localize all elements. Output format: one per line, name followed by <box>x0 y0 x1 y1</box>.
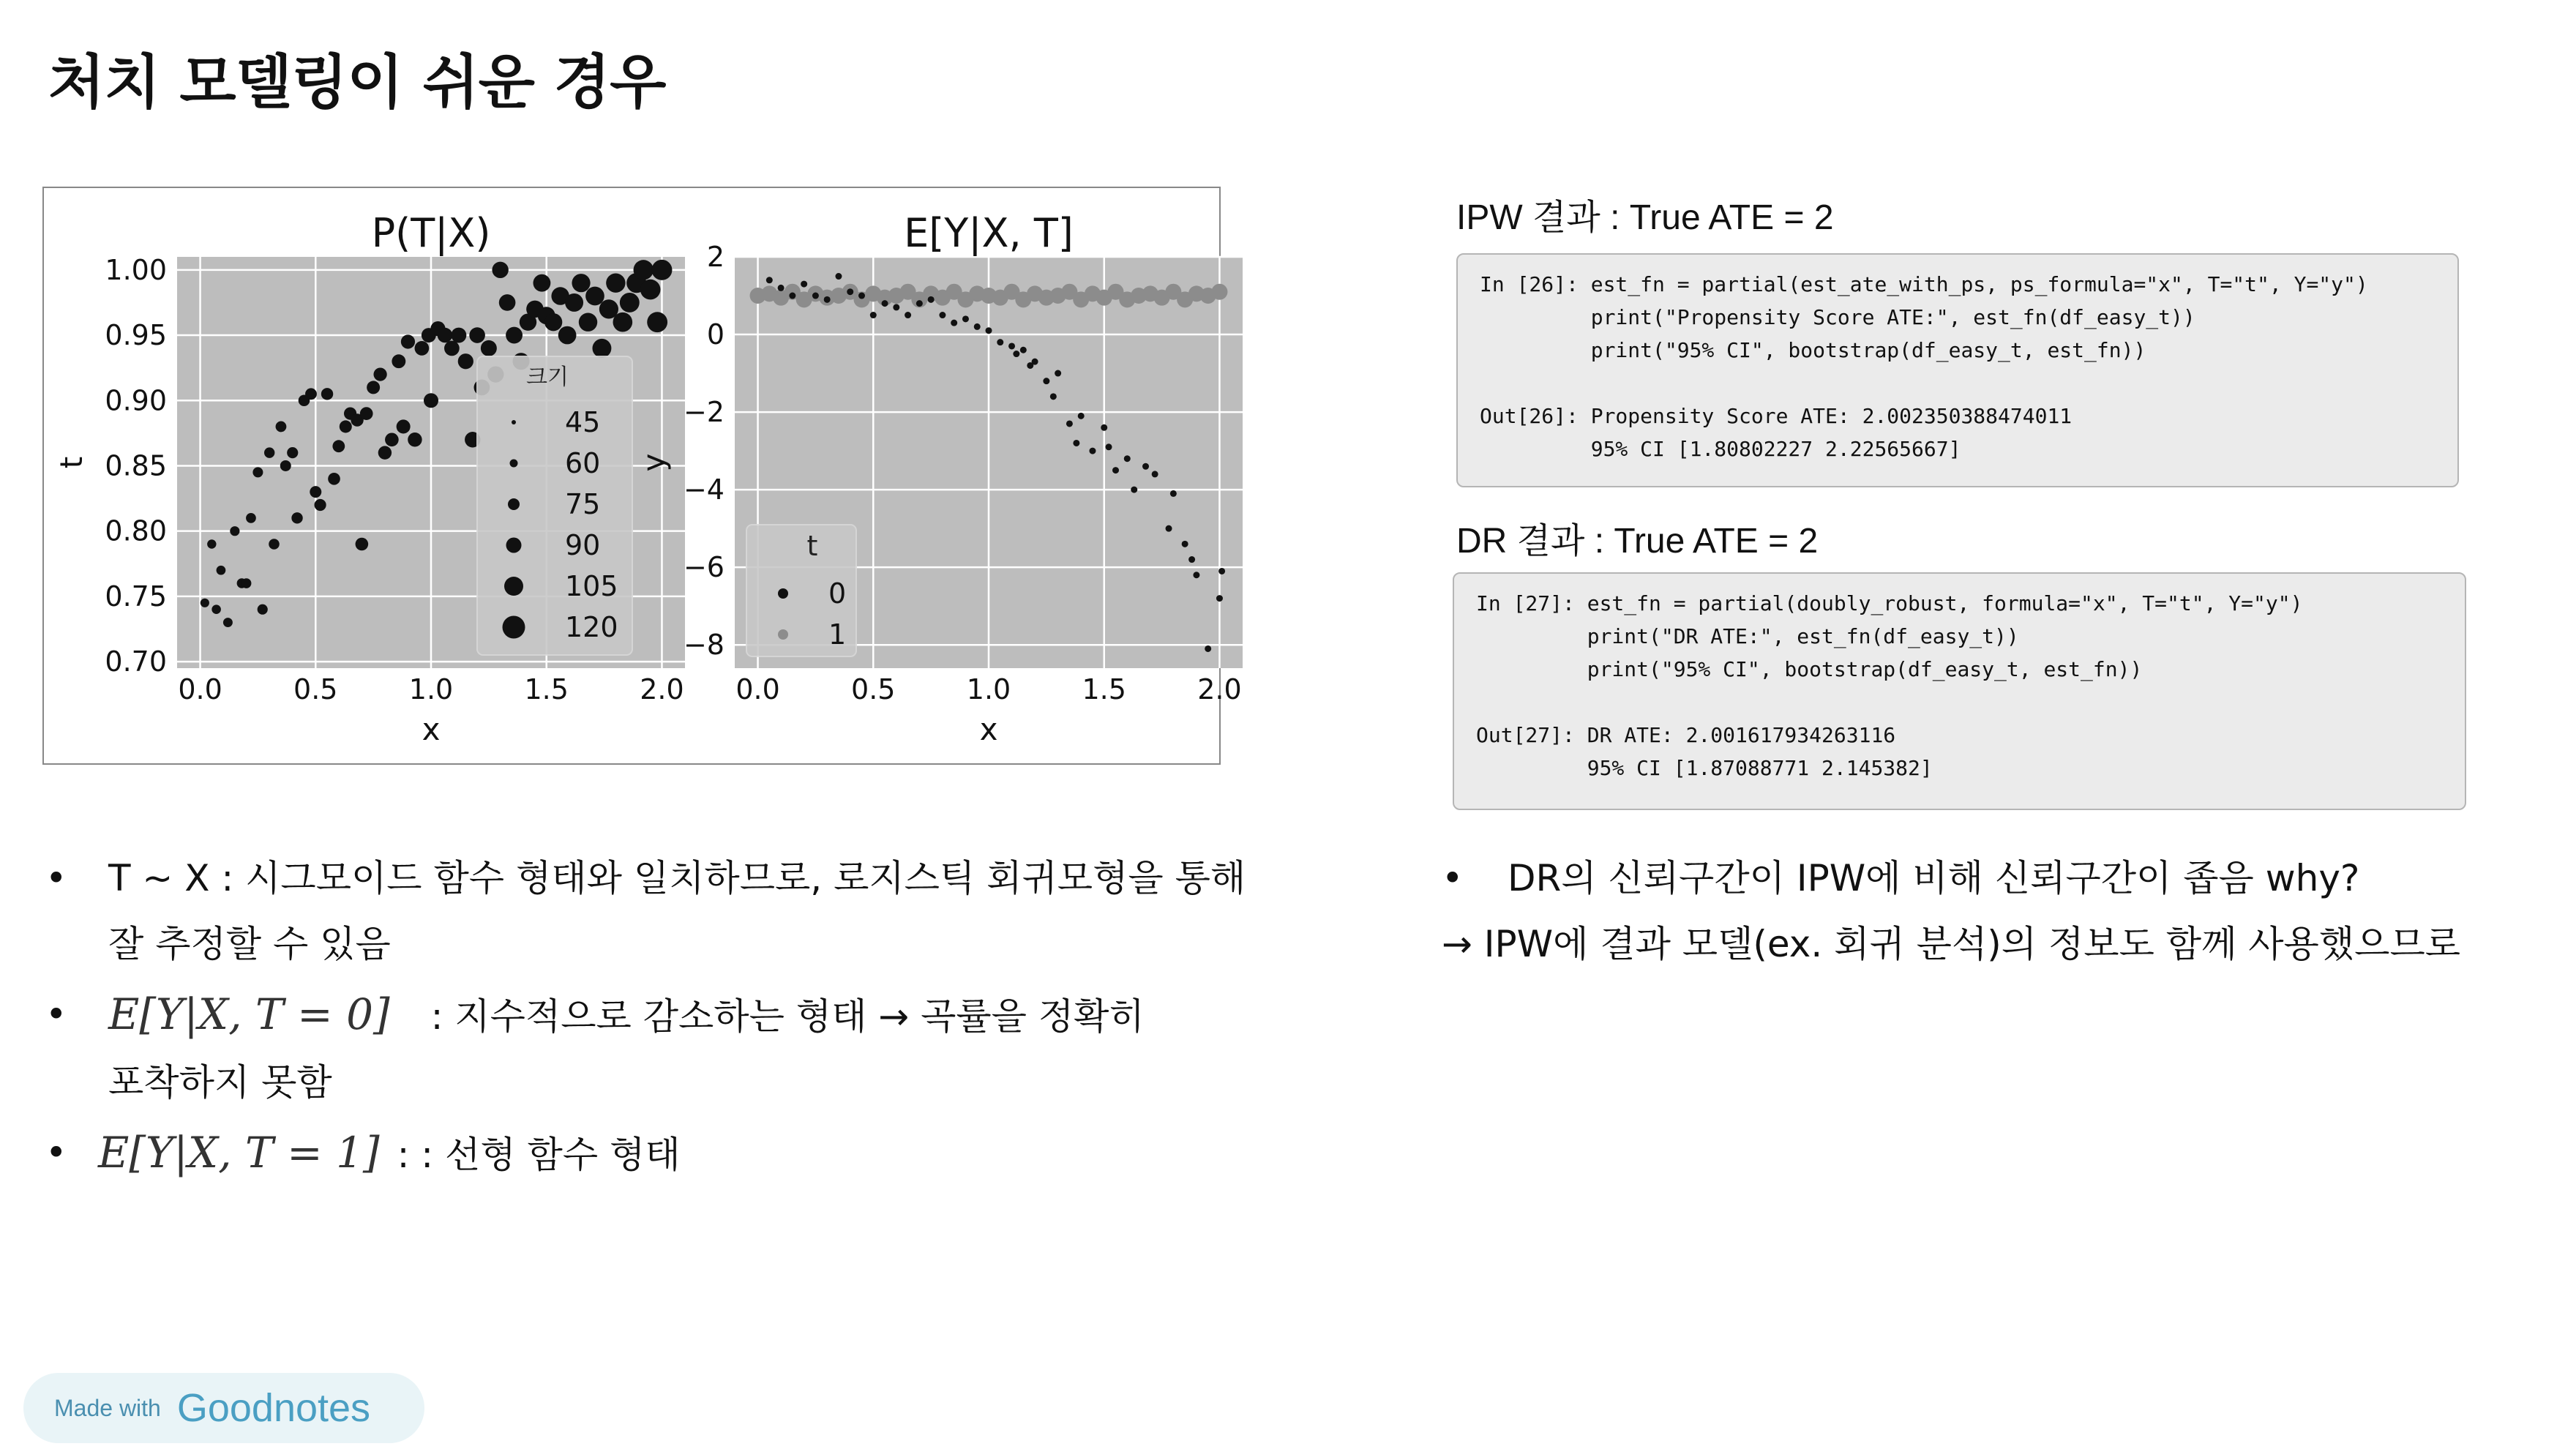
legend-label: 0 <box>828 577 847 610</box>
data-point-t0 <box>1013 351 1019 357</box>
x-axis-label: x <box>422 711 441 747</box>
legend-label: 1 <box>828 618 847 651</box>
data-point <box>252 467 263 477</box>
legend-label: 90 <box>565 529 601 561</box>
data-point <box>565 293 583 312</box>
legend-box <box>477 356 632 655</box>
data-point <box>444 341 460 356</box>
data-point-t0 <box>951 320 957 326</box>
x-axis-label: x <box>979 711 998 747</box>
x-tick-label: 0.0 <box>178 673 222 705</box>
bullet-item-dr-why <box>1442 845 2561 911</box>
data-point-t0 <box>916 300 923 307</box>
legend-marker <box>504 577 523 596</box>
data-point-t0 <box>939 312 946 318</box>
data-point-t0 <box>1124 455 1131 462</box>
data-point <box>606 273 625 292</box>
code-line: 95% CI [1.87088771 2.145382] <box>1476 756 1933 780</box>
data-point-t0 <box>1193 572 1199 578</box>
code-line <box>1480 367 2435 400</box>
x-tick-label: 2.0 <box>1197 673 1242 705</box>
data-point-t0 <box>893 304 899 310</box>
badge-made-with: Made with <box>54 1394 161 1421</box>
figure-panel <box>42 187 1242 765</box>
data-point-t0 <box>1055 370 1061 377</box>
data-point-t0 <box>835 273 842 280</box>
data-point <box>544 313 562 331</box>
data-point <box>451 328 466 343</box>
y-tick-label: 2 <box>706 241 724 273</box>
legend-marker <box>778 629 788 640</box>
data-point <box>408 433 422 446</box>
ipw-code-cell <box>1456 253 2459 487</box>
y-tick-label: 0.80 <box>105 514 167 547</box>
data-point <box>438 328 452 342</box>
legend-label: 75 <box>565 488 601 520</box>
data-point-t0 <box>962 315 969 322</box>
x-tick-label: 1.0 <box>408 673 454 705</box>
data-point-t0 <box>905 312 911 318</box>
left-bullet-list <box>45 845 1363 1188</box>
data-point <box>211 604 221 614</box>
data-point-t0 <box>1066 420 1073 427</box>
code-line: print("Propensity Score ATE:", est_fn(df_easy_t)) <box>1480 305 2195 329</box>
math-expression-t0: E[Y|X, T = 0] <box>108 989 390 1039</box>
data-point-t0 <box>1142 463 1149 470</box>
ipw-result-label: IPW 결과 : True ATE = 2 <box>1456 198 1834 237</box>
data-point-t0 <box>974 323 981 330</box>
bullet-dot: • <box>45 993 67 1036</box>
bullet-text: T ~ X : 시그모이드 함수 형태와 일치하므로, 로지스틱 회귀모형을 통해 <box>108 857 1246 899</box>
math-expression-t1: E[Y|X, T = 1] <box>98 1128 380 1177</box>
x-tick-label: 1.5 <box>524 673 569 705</box>
data-point <box>373 367 386 381</box>
data-point-t0 <box>812 293 819 299</box>
data-point <box>321 388 333 400</box>
data-point-t0 <box>1078 413 1085 419</box>
data-point-t0 <box>1043 378 1049 384</box>
data-point-t0 <box>997 339 1003 345</box>
legend-marker <box>506 538 522 553</box>
data-point-t0 <box>824 296 831 303</box>
data-point-t0 <box>801 281 807 288</box>
answer-line: → IPW에 결과 모델(ex. 회귀 분석)의 정보도 함께 사용했으므로 <box>1442 923 2461 965</box>
data-point <box>385 433 399 446</box>
data-point <box>415 341 430 356</box>
y-tick-label: 0 <box>706 318 724 351</box>
y-tick-label: 1.00 <box>105 253 167 286</box>
data-point-t0 <box>1182 541 1188 547</box>
data-point <box>246 513 256 523</box>
data-point <box>492 262 508 278</box>
data-point <box>217 566 226 575</box>
chart-p-t-given-x <box>53 210 685 747</box>
data-point-t0 <box>882 300 888 307</box>
data-point <box>328 473 340 485</box>
bullet-text: : 지수적으로 감소하는 형태 → 곡률을 정확히 <box>430 995 1145 1038</box>
y-tick-label: 0.70 <box>105 645 167 678</box>
data-point-t0 <box>789 293 795 299</box>
code-line: Out[27]: DR ATE: 2.001617934263116 <box>1476 723 1896 747</box>
y-axis-label: y <box>636 453 672 472</box>
bullet-item-logistic <box>45 845 1363 977</box>
data-point <box>458 353 473 369</box>
data-point <box>651 260 672 280</box>
bullet-dot: • <box>45 1131 67 1174</box>
legend-label: 45 <box>565 406 601 438</box>
dr-code-cell <box>1453 572 2466 810</box>
data-point <box>640 280 661 300</box>
x-tick-label: 1.0 <box>966 673 1011 705</box>
data-point-t0 <box>1218 568 1225 574</box>
data-point-t0 <box>766 277 773 283</box>
data-point-t0 <box>847 288 853 295</box>
y-tick-label: −8 <box>683 629 724 662</box>
goodnotes-logo: Goodnotes <box>176 1386 371 1430</box>
dr-result-label: DR 결과 : True ATE = 2 <box>1456 522 1819 561</box>
made-with-goodnotes-badge[interactable] <box>23 1373 424 1443</box>
data-point <box>499 294 516 311</box>
data-point-t0 <box>1089 448 1096 454</box>
data-point-t0 <box>778 285 785 291</box>
bullet-text: DR의 신뢰구간이 IPW에 비해 신뢰구간이 좁음 why? <box>1508 857 2360 899</box>
code-line: 95% CI [1.80802227 2.22565667] <box>1480 437 1961 461</box>
chart-e-y-given-x-t <box>636 210 1243 747</box>
y-tick-label: −2 <box>683 396 724 429</box>
legend-label: 105 <box>565 570 618 602</box>
data-point <box>315 499 326 511</box>
legend-marker <box>503 616 525 639</box>
data-point <box>207 539 216 548</box>
data-point-t0 <box>1131 487 1137 493</box>
scatter-figure <box>44 188 1242 763</box>
data-point-t0 <box>1205 645 1211 652</box>
right-bullet-list <box>1442 845 2561 977</box>
data-point-t0 <box>1152 471 1158 477</box>
legend-label: 120 <box>565 611 618 643</box>
legend-title: t <box>806 530 818 562</box>
data-point-t0 <box>986 327 992 334</box>
data-point <box>310 486 321 498</box>
data-point <box>280 460 291 471</box>
data-point <box>269 539 280 550</box>
data-point <box>481 340 497 356</box>
data-point-t0 <box>1032 359 1038 365</box>
data-point-t0 <box>1050 393 1057 400</box>
data-point <box>340 420 352 433</box>
code-line: print("95% CI", bootstrap(df_easy_t, est_fn)) <box>1476 657 2143 681</box>
data-point-t0 <box>1020 347 1027 353</box>
data-point <box>223 618 233 627</box>
data-point <box>276 422 287 433</box>
data-point-t0 <box>1101 424 1107 431</box>
data-point-t0 <box>928 296 935 303</box>
data-point <box>397 419 411 433</box>
data-point <box>585 287 604 306</box>
y-tick-label: 0.75 <box>105 580 167 613</box>
data-point <box>367 381 380 394</box>
data-point <box>647 312 667 332</box>
bullet-text: : : 선형 함수 형태 <box>397 1134 681 1176</box>
data-point <box>356 538 369 551</box>
x-tick-label: 0.5 <box>851 673 896 705</box>
data-point <box>469 327 485 343</box>
bullet-item-t0 <box>45 981 1363 1115</box>
data-point <box>201 599 209 607</box>
bullet-dot: • <box>45 857 67 899</box>
chart-title: E[Y|X, T] <box>904 210 1074 256</box>
data-point-t0 <box>870 312 877 318</box>
bullet-text-cont: 잘 추정할 수 있음 <box>108 923 391 965</box>
y-axis-label: t <box>53 456 89 469</box>
data-point-t0 <box>1112 467 1119 473</box>
x-tick-label: 1.5 <box>1082 673 1126 705</box>
code-line: Out[26]: Propensity Score ATE: 2.002350388474011 <box>1480 404 2073 428</box>
data-point <box>620 293 640 312</box>
legend-title: 크기 <box>526 364 569 390</box>
data-point <box>392 354 405 368</box>
y-tick-label: 0.85 <box>105 449 167 482</box>
data-point <box>592 339 611 358</box>
data-point <box>613 312 633 332</box>
data-point <box>634 260 654 280</box>
legend-label: 60 <box>565 447 601 479</box>
y-tick-label: 0.90 <box>105 384 167 417</box>
data-point <box>230 526 239 536</box>
data-point-t1 <box>1211 284 1227 300</box>
data-point <box>572 274 590 292</box>
data-point <box>332 440 345 452</box>
data-point <box>360 407 373 420</box>
x-tick-label: 2.0 <box>640 673 684 705</box>
data-point <box>264 447 274 457</box>
legend-marker <box>508 498 520 510</box>
data-point <box>305 388 317 400</box>
data-point-t0 <box>1008 342 1015 349</box>
code-line: In [27]: est_fn = partial(doubly_robust, formula="x", T="t", Y="y") <box>1476 591 2303 615</box>
x-tick-label: 0.5 <box>293 673 338 705</box>
data-point <box>291 512 302 523</box>
page-title: 처치 모델링이 쉬운 경우 <box>48 48 666 116</box>
data-point <box>424 393 438 408</box>
code-line <box>1476 686 2443 719</box>
data-point-t0 <box>1216 595 1223 602</box>
chart-title: P(T|X) <box>371 210 491 256</box>
legend-marker <box>510 460 518 468</box>
data-point-t0 <box>1170 490 1177 497</box>
data-point-t0 <box>1106 443 1112 450</box>
data-point <box>401 334 415 348</box>
x-tick-label: 0.0 <box>735 673 780 705</box>
code-line: In [26]: est_fn = partial(est_ate_with_ps, ps_formula="x", T="t", Y="y") <box>1480 272 2368 296</box>
data-point <box>506 327 523 344</box>
data-point <box>579 312 597 331</box>
code-line: print("95% CI", bootstrap(df_easy_t, est_fn)) <box>1480 338 2146 362</box>
bullet-text-cont: 포착하지 못함 <box>108 1061 332 1104</box>
data-point-t0 <box>1166 525 1172 532</box>
y-tick-label: 0.95 <box>105 319 167 352</box>
data-point <box>558 326 577 345</box>
y-tick-label: −6 <box>683 551 724 584</box>
data-point-t0 <box>858 293 865 299</box>
code-line: print("DR ATE:", est_fn(df_easy_t)) <box>1476 624 2019 648</box>
legend-marker <box>778 588 788 599</box>
data-point <box>378 446 392 459</box>
data-point <box>242 578 252 588</box>
data-point <box>258 604 268 615</box>
data-point <box>533 274 550 292</box>
bullet-item-t1 <box>45 1120 1363 1188</box>
data-point-t0 <box>1188 556 1195 563</box>
y-tick-label: −4 <box>683 473 724 506</box>
legend-marker <box>512 420 516 424</box>
data-point <box>287 447 298 458</box>
data-point-t0 <box>1073 440 1079 446</box>
bullet-dot: • <box>1442 857 1464 899</box>
